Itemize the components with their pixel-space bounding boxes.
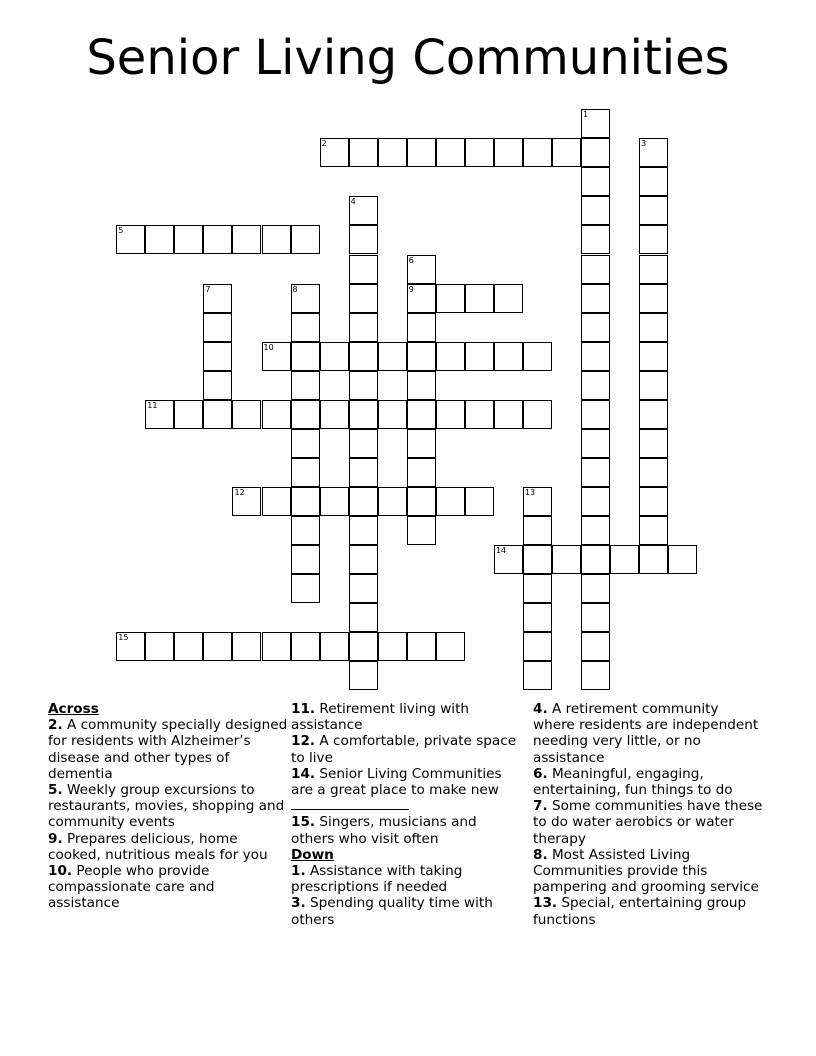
grid-cell[interactable] [291, 487, 320, 516]
grid-cell[interactable] [349, 371, 378, 400]
grid-cell[interactable] [407, 313, 436, 342]
grid-cell[interactable] [320, 138, 349, 167]
grid-cell[interactable] [349, 138, 378, 167]
clue-across-10: 10. People who provide compassionate care and assistance [48, 863, 215, 912]
clue-number: 15 [118, 633, 129, 643]
grid-cell[interactable] [581, 458, 610, 487]
clue-down-6: 6. Meaningful, engaging, entertaining, fun things to do [533, 765, 733, 799]
clue-down-8: 8. Most Assisted Living Communities provide this pampering and grooming service [533, 846, 759, 896]
grid-cell[interactable] [436, 487, 465, 516]
grid-cell[interactable] [291, 632, 320, 661]
grid-cell[interactable] [639, 255, 668, 284]
grid-cell[interactable] [523, 574, 552, 603]
clue-number: 6 [408, 255, 414, 265]
clue-number: 2 [321, 139, 327, 149]
grid-cell[interactable] [581, 574, 610, 603]
grid-cell[interactable] [639, 196, 668, 225]
grid-cell[interactable] [291, 429, 320, 458]
grid-cell[interactable] [494, 138, 523, 167]
grid-cell[interactable] [349, 196, 378, 225]
grid-cell[interactable] [610, 545, 639, 574]
grid-cell[interactable] [581, 109, 610, 138]
clue-number: 10 [263, 342, 274, 352]
grid-cell[interactable] [262, 400, 291, 429]
grid-cell[interactable] [262, 342, 291, 371]
grid-cell[interactable] [232, 632, 261, 661]
grid-cell[interactable] [349, 661, 378, 690]
grid-cell[interactable] [407, 487, 436, 516]
grid-cell[interactable] [639, 545, 668, 574]
clue-number: 7 [205, 284, 211, 294]
grid-cell[interactable] [174, 400, 203, 429]
grid-cell[interactable] [349, 487, 378, 516]
grid-cell[interactable] [523, 342, 552, 371]
grid-cell[interactable] [232, 225, 261, 254]
grid-cell[interactable] [407, 255, 436, 284]
grid-cell[interactable] [203, 342, 232, 371]
clue-down-3: 3. Spending quality time with others [291, 895, 493, 928]
clue-number: 3 [641, 139, 647, 149]
grid-cell[interactable] [145, 400, 174, 429]
grid-cell[interactable] [349, 313, 378, 342]
grid-cell[interactable] [639, 458, 668, 487]
grid-cell[interactable] [203, 632, 232, 661]
grid-cell[interactable] [436, 284, 465, 313]
grid-cell[interactable] [407, 632, 436, 661]
grid-cell[interactable] [407, 342, 436, 371]
grid-cell[interactable] [523, 138, 552, 167]
clue-number: 12 [234, 487, 245, 497]
grid-cell[interactable] [291, 313, 320, 342]
grid-cell[interactable] [581, 487, 610, 516]
grid-cell[interactable] [639, 487, 668, 516]
grid-cell[interactable] [639, 284, 668, 313]
clue-number: 9 [408, 284, 414, 294]
clues-column-2 [291, 701, 519, 928]
grid-cell[interactable] [523, 400, 552, 429]
puzzle-title: Senior Living Communities [86, 30, 730, 86]
grid-cell[interactable] [203, 400, 232, 429]
grid-cell[interactable] [320, 342, 349, 371]
grid-cell[interactable] [291, 342, 320, 371]
grid-cell[interactable] [320, 632, 349, 661]
grid-cell[interactable] [639, 429, 668, 458]
grid-cell[interactable] [407, 458, 436, 487]
grid-cell[interactable] [407, 371, 436, 400]
answer-blank [291, 798, 409, 810]
grid-cell[interactable] [581, 255, 610, 284]
grid-cell[interactable] [378, 400, 407, 429]
grid-cell[interactable] [581, 603, 610, 632]
grid-cell[interactable] [378, 138, 407, 167]
grid-cell[interactable] [494, 342, 523, 371]
grid-cell[interactable] [581, 429, 610, 458]
grid-cell[interactable] [407, 429, 436, 458]
grid-cell[interactable] [639, 225, 668, 254]
grid-cell[interactable] [232, 487, 261, 516]
grid-cell[interactable] [291, 516, 320, 545]
grid-cell[interactable] [465, 342, 494, 371]
grid-cell[interactable] [349, 284, 378, 313]
grid-cell[interactable] [581, 400, 610, 429]
grid-cell[interactable] [349, 545, 378, 574]
clue-number: 14 [495, 546, 507, 555]
grid-cell[interactable] [581, 516, 610, 545]
grid-cell[interactable] [262, 632, 291, 661]
grid-cell[interactable] [581, 138, 610, 167]
clues-column-3 [533, 701, 763, 928]
grid-cell[interactable] [407, 138, 436, 167]
grid-cell[interactable] [174, 632, 203, 661]
grid-cell[interactable] [465, 284, 494, 313]
grid-cell[interactable] [523, 632, 552, 661]
grid-cell[interactable] [232, 400, 261, 429]
grid-cell[interactable] [291, 574, 320, 603]
grid-cell[interactable] [203, 225, 232, 254]
clue-down-7: 7. Some communities have these to do water aerobics or water therapy [533, 798, 763, 847]
down-header: Down [291, 846, 334, 863]
clue-down-1: 1. Assistance with taking prescriptions if needed [291, 863, 463, 896]
grid-cell[interactable] [203, 313, 232, 342]
grid-cell[interactable] [291, 371, 320, 400]
grid-cell[interactable] [116, 632, 145, 661]
grid-cell[interactable] [378, 342, 407, 371]
grid-cell[interactable] [203, 371, 232, 400]
grid-cell[interactable] [639, 342, 668, 371]
clue-across-11: 11. Retirement living with assistance [291, 701, 470, 734]
clue-down-4: 4. A retirement community where residents are independent needing very little, or no assistance [533, 701, 759, 766]
grid-cell[interactable] [349, 400, 378, 429]
grid-cell[interactable] [349, 516, 378, 545]
grid-cell[interactable] [349, 458, 378, 487]
clue-down-13: 13. Special, entertaining group functions [533, 895, 747, 928]
grid-cell[interactable] [639, 516, 668, 545]
grid-cell[interactable] [203, 284, 232, 313]
grid-cell[interactable] [639, 400, 668, 429]
across-header: Across [48, 701, 99, 717]
grid-cell[interactable] [639, 371, 668, 400]
grid-cell[interactable] [349, 632, 378, 661]
grid-cell[interactable] [291, 545, 320, 574]
grid-cell[interactable] [436, 400, 465, 429]
grid-cell[interactable] [639, 167, 668, 196]
clue-across-2: 2. A community specially designed for residents with Alzheimer’s disease and other types of dementia [48, 717, 288, 782]
grid-cell[interactable] [581, 342, 610, 371]
clue-number: 13 [524, 487, 536, 497]
grid-cell[interactable] [523, 603, 552, 632]
grid-cell[interactable] [378, 487, 407, 516]
grid-cell[interactable] [262, 487, 291, 516]
grid-cell[interactable] [291, 284, 320, 313]
clue-number: 1 [583, 110, 589, 120]
grid-cell[interactable] [523, 545, 552, 574]
grid-cell[interactable] [349, 342, 378, 371]
grid-cell[interactable] [262, 225, 291, 254]
clue-across-9: 9. Prepares delicious, home cooked, nutritious meals for you [48, 830, 268, 863]
clue-across-14: 14. Senior Living Communities are a great place to make new [291, 766, 519, 815]
clue-across-5: 5. Weekly group excursions to restaurants, movies, shopping and community events [48, 782, 285, 831]
grid-cell[interactable] [320, 487, 349, 516]
grid-cell[interactable] [320, 400, 349, 429]
grid-cell[interactable] [581, 167, 610, 196]
grid-cell[interactable] [494, 400, 523, 429]
grid-cell[interactable] [523, 487, 552, 516]
grid-cell[interactable] [581, 545, 610, 574]
grid-cell[interactable] [581, 632, 610, 661]
grid-cell[interactable] [145, 225, 174, 254]
clues-column-1 [48, 701, 288, 912]
grid-cell[interactable] [581, 225, 610, 254]
grid-cell[interactable] [349, 255, 378, 284]
clue-across-15: 15. Singers, musicians and others who visit often [291, 814, 477, 847]
grid-cell[interactable] [349, 429, 378, 458]
grid-cell[interactable] [349, 225, 378, 254]
grid-cell[interactable] [523, 516, 552, 545]
grid-cell[interactable] [668, 545, 697, 574]
grid-cell[interactable] [349, 574, 378, 603]
grid-cell[interactable] [581, 661, 610, 690]
grid-cell[interactable] [581, 371, 610, 400]
grid-cell[interactable] [494, 545, 523, 574]
grid-cell[interactable] [552, 545, 581, 574]
grid-cell[interactable] [581, 313, 610, 342]
grid-cell[interactable] [581, 196, 610, 225]
grid-cell[interactable] [291, 225, 320, 254]
grid-cell[interactable] [552, 138, 581, 167]
grid-cell[interactable] [378, 632, 407, 661]
grid-cell[interactable] [291, 458, 320, 487]
grid-cell[interactable] [581, 284, 610, 313]
clue-number: 4 [350, 197, 356, 207]
clue-number: 8 [292, 284, 298, 294]
grid-cell[interactable] [436, 632, 465, 661]
grid-cell[interactable] [407, 400, 436, 429]
grid-cell[interactable] [639, 138, 668, 167]
grid-cell[interactable] [291, 400, 320, 429]
grid-cell[interactable] [407, 516, 436, 545]
grid-cell[interactable] [436, 342, 465, 371]
grid-cell[interactable] [523, 661, 552, 690]
grid-cell[interactable] [465, 138, 494, 167]
grid-cell[interactable] [639, 313, 668, 342]
grid-cell[interactable] [174, 225, 203, 254]
grid-cell[interactable] [436, 138, 465, 167]
grid-cell[interactable] [407, 284, 436, 313]
grid-cell[interactable] [465, 487, 494, 516]
clue-number: 5 [118, 226, 124, 236]
clue-number: 11 [147, 400, 158, 410]
grid-cell[interactable] [465, 400, 494, 429]
grid-cell[interactable] [116, 225, 145, 254]
grid-cell[interactable] [349, 603, 378, 632]
grid-cell[interactable] [494, 284, 523, 313]
grid-cell[interactable] [145, 632, 174, 661]
clue-across-12: 12. A comfortable, private space to live [291, 733, 517, 766]
